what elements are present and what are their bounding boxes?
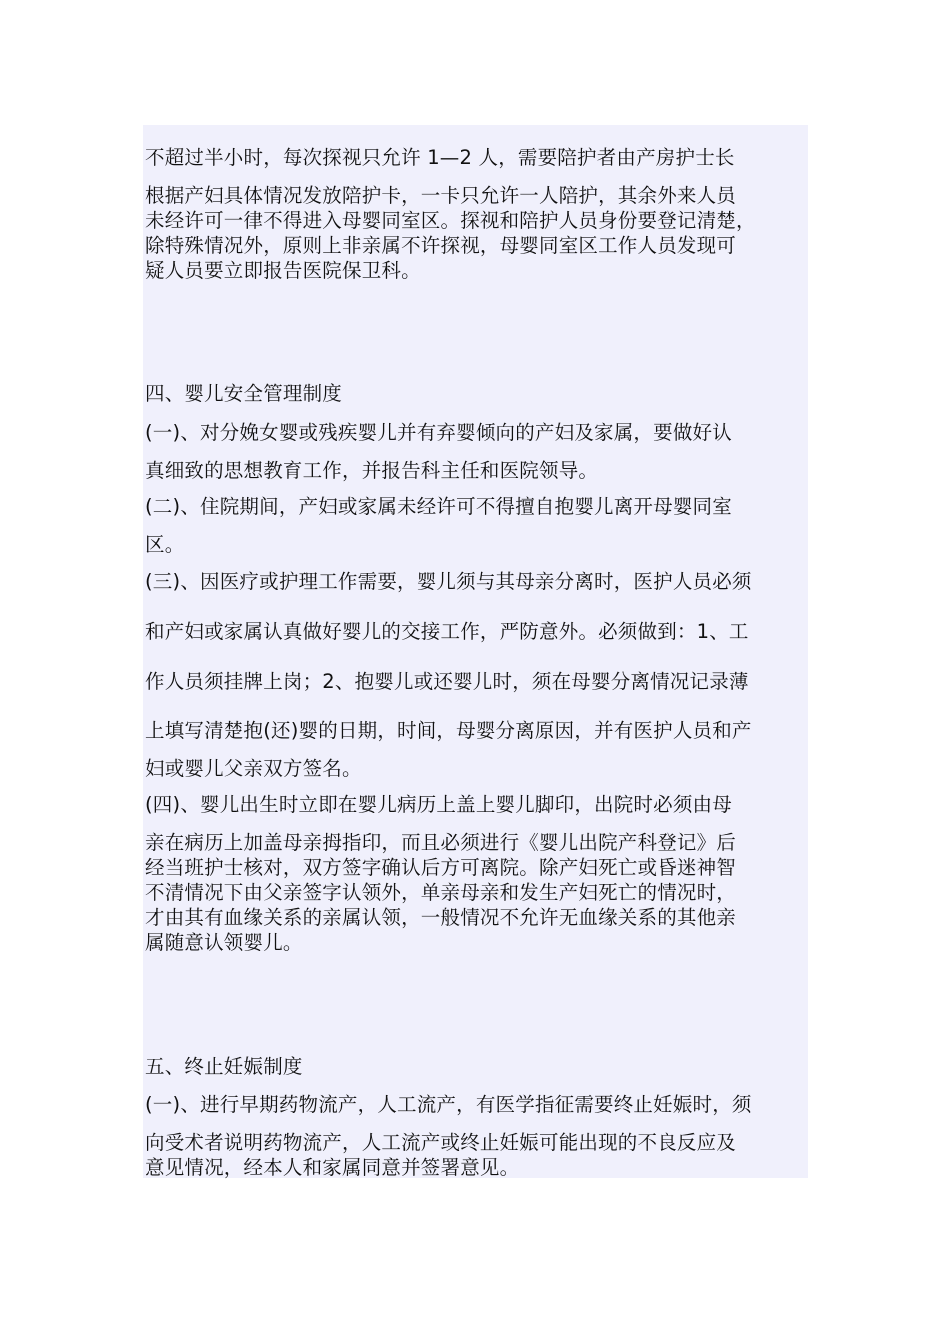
text-line: (一)、进行早期药物流产，人工流产，有医学指征需要终止妊娠时，须 — [145, 1093, 752, 1116]
text-line: (二)、住院期间，产妇或家属未经许可不得擅自抱婴儿离开母婴同室 — [145, 495, 732, 518]
text-line: 根据产妇具体情况发放陪护卡，一卡只允许一人陪护，其余外来人员 — [145, 184, 737, 207]
text-line: 不清情况下由父亲签字认领外，单亲母亲和发生产妇死亡的情况时， — [145, 881, 737, 904]
text-line: (三)、因医疗或护理工作需要，婴儿须与其母亲分离时，医护人员必须 — [145, 570, 752, 593]
text-line: (一)、对分娩女婴或残疾婴儿并有弃婴倾向的产妇及家属，要做好认 — [145, 421, 732, 444]
text-line: 意见情况，经本人和家属同意并签署意见。 — [145, 1156, 520, 1179]
text-line: 不超过半小时，每次探视只允许 1—2 人，需要陪护者由产房护士长 — [145, 146, 735, 169]
text-line: 真细致的思想教育工作，并报告科主任和医院领导。 — [145, 459, 599, 482]
section-heading: 四、婴儿安全管理制度 — [145, 382, 343, 405]
text-line: 经当班护士核对，双方签字确认后方可离院。除产妇死亡或昏迷神智 — [145, 856, 737, 879]
text-line: 未经许可一律不得进入母婴同室区。探视和陪护人员身份要登记清楚， — [145, 209, 756, 232]
text-line: 区。 — [145, 533, 185, 556]
text-line: 向受术者说明药物流产，人工流产或终止妊娠可能出现的不良反应及 — [145, 1131, 737, 1154]
text-line: 妇或婴儿父亲双方签名。 — [145, 757, 362, 780]
text-line: 才由其有血缘关系的亲属认领，一般情况不允许无血缘关系的其他亲 — [145, 906, 737, 929]
text-line: 和产妇或家属认真做好婴儿的交接工作，严防意外。必须做到：1、工 — [145, 620, 749, 643]
text-line: 疑人员要立即报告医院保卫科。 — [145, 259, 421, 282]
text-line: 属随意认领婴儿。 — [145, 931, 303, 954]
text-line: 除特殊情况外，原则上非亲属不许探视，母婴同室区工作人员发现可 — [145, 234, 737, 257]
section-heading: 五、终止妊娠制度 — [145, 1055, 303, 1078]
text-line: (四)、婴儿出生时立即在婴儿病历上盖上婴儿脚印，出院时必须由母 — [145, 793, 732, 816]
text-line: 上填写清楚抱(还)婴的日期，时间，母婴分离原因，并有医护人员和产 — [145, 719, 752, 742]
text-line: 作人员须挂牌上岗；2、抱婴儿或还婴儿时，须在母婴分离情况记录薄 — [145, 670, 749, 693]
text-line: 亲在病历上加盖母亲拇指印，而且必须进行《婴儿出院产科登记》后 — [145, 831, 737, 854]
